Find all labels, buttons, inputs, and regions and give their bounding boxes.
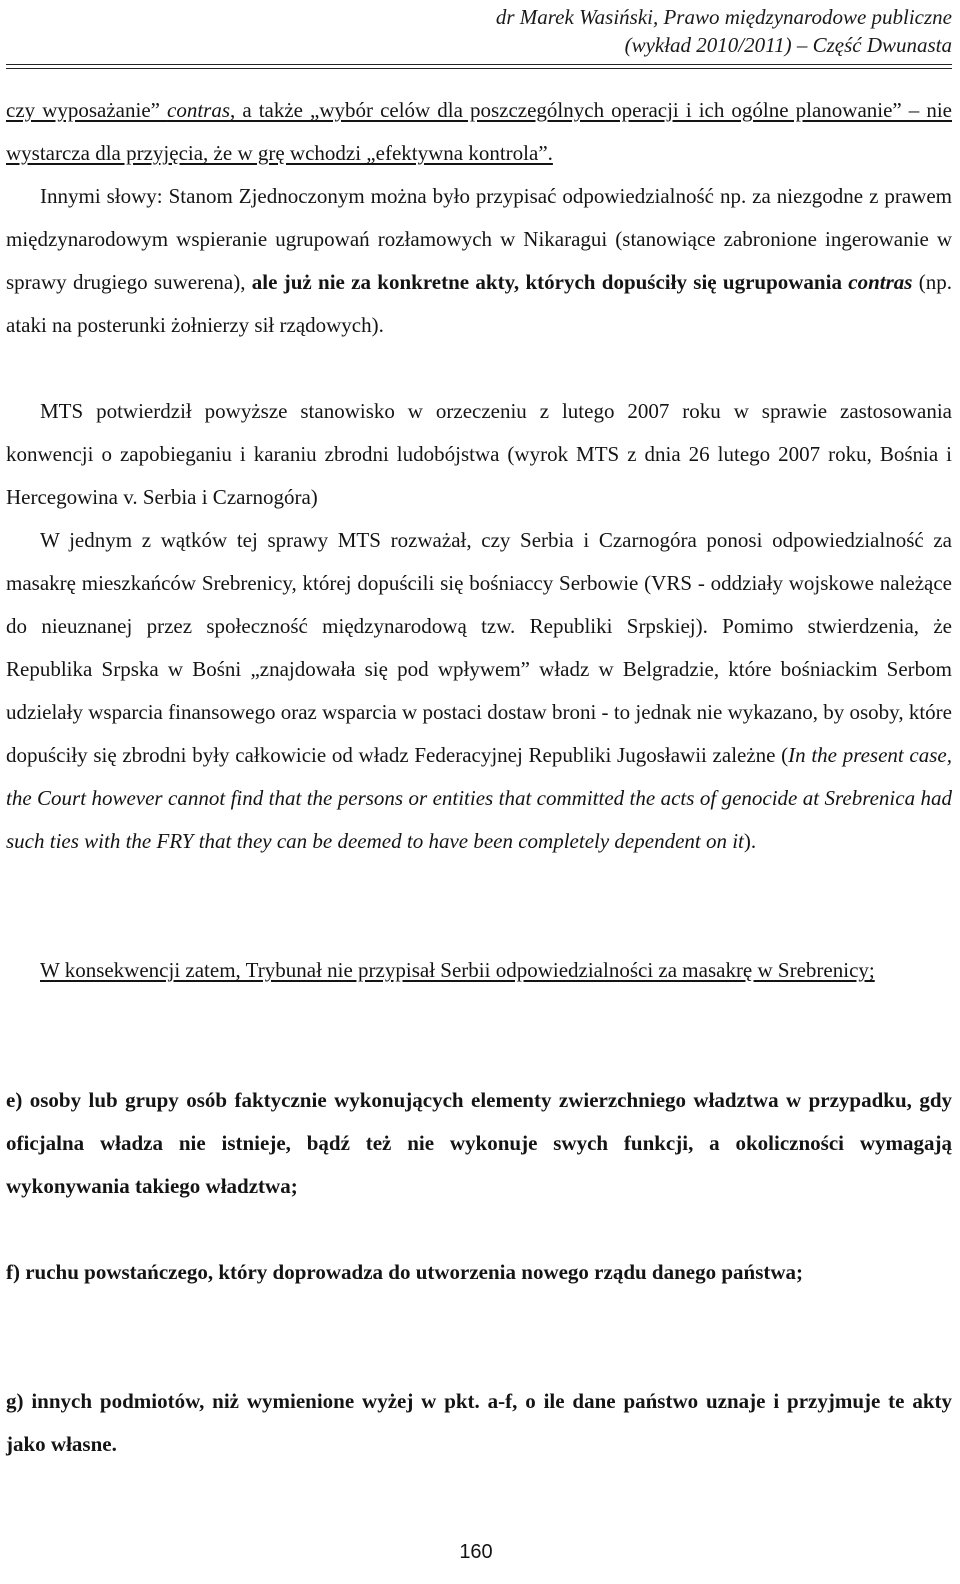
running-header-author: dr Marek Wasiński, Prawo międzynarodowe publiczne bbox=[495, 5, 952, 29]
list-item-e: e) osoby lub grupy osób faktycznie wykonujących elementy zwierzchniego władztwa w przypadku, gdy oficjalna władza nie istnieje, bądź też nie wykonuje swych funkcji, a okoliczności wymagają wykonywania takiego władztwa; bbox=[6, 1088, 952, 1198]
body-text: Innymi słowy: Stanom Zjednoczonym można było przypisać odpowiedzialność np. za niezgodne z prawem międzynarodowym wspieranie ugrupowań rozłamowych w Nikaragui (stanowiące zabronione ingerowanie w sprawy drugiego suwerena), bbox=[6, 184, 952, 294]
list-item-g: g) innych podmiotów, niż wymienione wyżej w pkt. a-f, o ile dane państwo uznaje i przyjmuje te akty jako własne. bbox=[6, 1389, 952, 1456]
underlined-text: , a także „wybór celów dla poszczególnych operacji i ich ogólne planowanie” – nie wystarcza dla przyjęcia, że w grę wchodzi „efektywna kontrola”. bbox=[6, 98, 952, 165]
paragraph-conclusion bbox=[6, 949, 952, 992]
paragraph-us-responsibility bbox=[6, 175, 952, 347]
header-rule-top bbox=[6, 64, 952, 65]
body-text: W jednym z wątków tej sprawy MTS rozważał, czy Serbia i Czarnogóra ponosi odpowiedzialność za masakrę mieszkańców Srebrenicy, której dopuścili się bośniaccy Serbowie (VRS - oddziały wojskowe należące do nieuznanej przez społeczność międzynarodową tzw. Republiki Srpskiej). Pomimo stwierdzenia, że Republika Srpska w Bośni „znajdowała się pod wpływem” władz w Belgradzie, które bośniackim Serbom udzielały wsparcia finansowego oraz wsparcia w postaci dostaw broni - to jednak nie wykazano, by osoby, które dopuściły się zbrodni były całkowicie od władz Federacyjnej Republiki Jugosławii zależne ( bbox=[6, 528, 952, 767]
paragraph-icj-2007 bbox=[6, 390, 952, 519]
italic-quote: In the present case, the Court however cannot find that the persons or entities that committed the acts of genocide at Srebrenica had such ties with the FRY that they can be deemed to have been completely dependent on it bbox=[6, 743, 952, 853]
italic-term: contras bbox=[167, 98, 231, 122]
body-text: MTS potwierdził powyższe stanowisko w orzeczeniu z lutego 2007 roku w sprawie zastosowania konwencji o zapobieganiu i karaniu zbrodni ludobójstwa (wyrok MTS z dnia 26 lutego 2007 roku, Bośnia i Hercegowina v. Serbia i Czarnogóra) bbox=[6, 399, 952, 509]
underlined-text: czy wyposażanie” bbox=[6, 98, 168, 122]
bold-italic-term: contras bbox=[848, 270, 913, 294]
bold-text: ale już nie za konkretne akty, których dopuściły się ugrupowania bbox=[251, 270, 849, 294]
body-text: (np. ataki na posterunki żołnierzy sił rządowych). bbox=[6, 270, 953, 337]
paragraph-contras-equipping bbox=[6, 89, 952, 175]
underlined-text: W konsekwencji zatem, Trybunał nie przypisał Serbii odpowiedzialności za masakrę w Srebrenicy; bbox=[40, 958, 875, 982]
header-rule-bottom bbox=[6, 68, 952, 69]
paragraph-srebrenica bbox=[6, 519, 952, 863]
body-text: ). bbox=[743, 829, 757, 853]
page-number: 160 bbox=[459, 1541, 493, 1563]
running-header-lecture: (wykład 2010/2011) – Część Dwunasta bbox=[624, 33, 952, 57]
list-item-f: f) ruchu powstańczego, który doprowadza do utworzenia nowego rządu danego państwa; bbox=[6, 1260, 804, 1284]
